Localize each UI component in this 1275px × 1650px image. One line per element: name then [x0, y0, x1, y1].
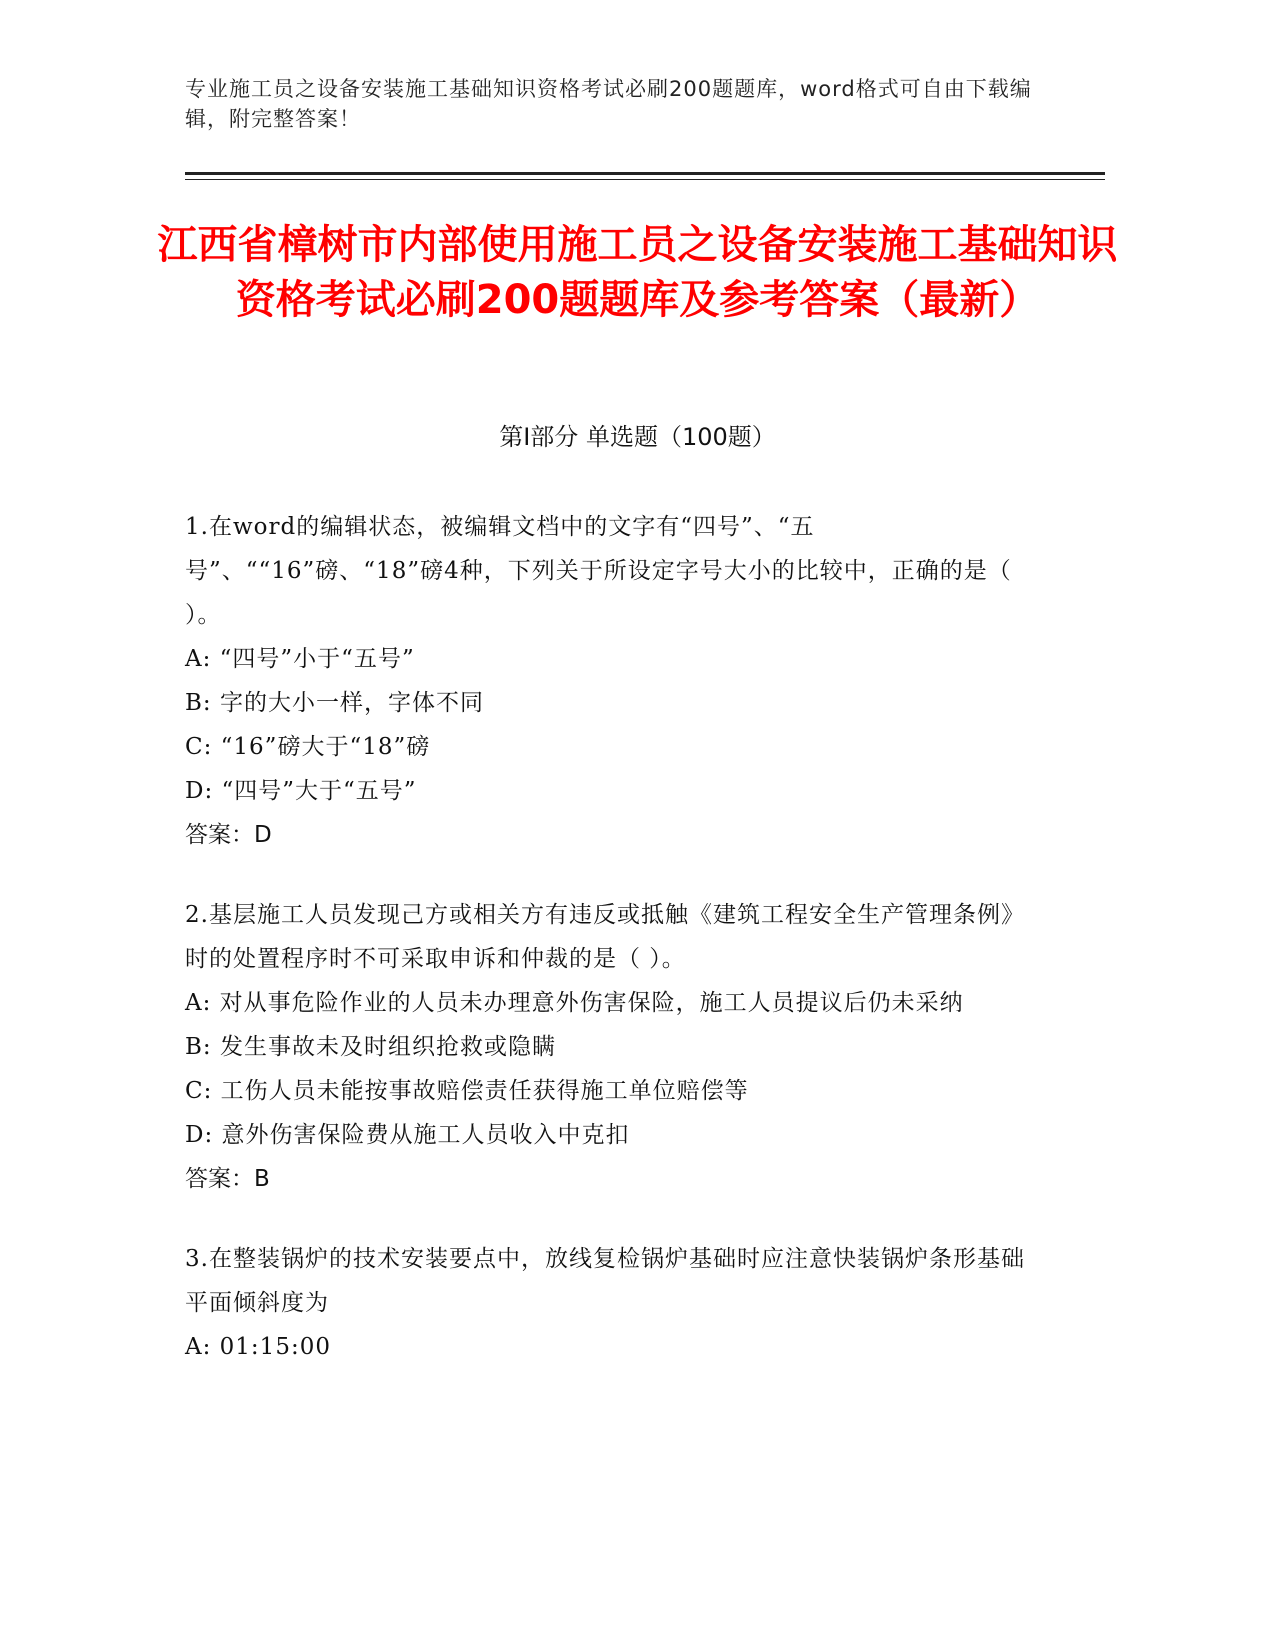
option-c: C: “16”磅大于“18”磅 — [185, 734, 431, 760]
header-note: 专业施工员之设备安装施工基础知识资格考试必刷200题题库，word格式可自由下载编辑，附完整答案！ — [185, 77, 1032, 131]
question-list — [185, 505, 1045, 1405]
answer-line: 答案：B — [185, 1166, 270, 1192]
document-title: 江西省樟树市内部使用施工员之设备安装施工基础知识资格考试必刷200题题库及参考答案（最新） — [157, 222, 1118, 323]
option-c: C: 工伤人员未能按事故赔偿责任获得施工单位赔偿等 — [185, 1078, 749, 1104]
answer-line: 答案：D — [185, 822, 272, 848]
question-2 — [185, 893, 1045, 1201]
option-d: D: 意外伤害保险费从施工人员收入中克扣 — [185, 1122, 630, 1148]
question-stem: 3.在整装锅炉的技术安装要点中，放线复检锅炉基础时应注意快装锅炉条形基础平面倾斜度为 — [185, 1246, 1025, 1316]
question-stem: 2.基层施工人员发现己方或相关方有违反或抵触《建筑工程安全生产管理条例》时的处置程序时不可采取申诉和仲裁的是（ ）。 — [185, 902, 1025, 972]
header-divider-thin — [185, 179, 1105, 180]
option-a: A: “四号”小于“五号” — [185, 646, 415, 672]
question-3 — [185, 1237, 1045, 1369]
question-1 — [185, 505, 1045, 857]
option-d: D: “四号”大于“五号” — [185, 778, 417, 804]
header-divider-thick — [185, 172, 1105, 175]
option-a: A: 对从事危险作业的人员未办理意外伤害保险，施工人员提议后仍未采纳 — [185, 990, 964, 1016]
section-heading: 第Ⅰ部分 单选题（100题） — [499, 423, 776, 451]
option-b: B: 发生事故未及时组织抢救或隐瞒 — [185, 1034, 556, 1060]
question-stem: 1.在word的编辑状态，被编辑文档中的文字有“四号”、“五号”、““16”磅、“18”磅4种，下列关于所设定字号大小的比较中，正确的是（ ）。 — [185, 514, 1012, 628]
option-b: B: 字的大小一样，字体不同 — [185, 690, 484, 716]
option-a: A: 01:15:00 — [185, 1334, 331, 1360]
